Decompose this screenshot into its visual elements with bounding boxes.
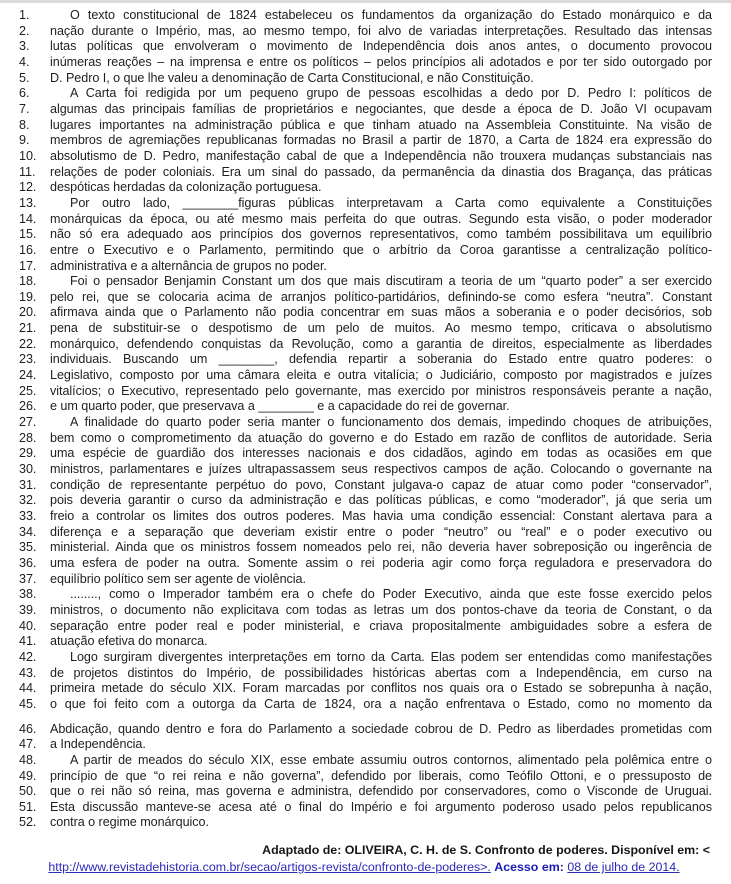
line-number: 33. bbox=[19, 509, 37, 523]
line-text: uma espécie de guardião dos interesses nacionais e dos cidadãos, agindo em todas as ocasiões em que bbox=[50, 446, 712, 461]
text-line bbox=[16, 800, 712, 816]
text-line bbox=[16, 274, 712, 290]
line-text: despóticas herdadas da colonização portuguesa. bbox=[50, 180, 322, 195]
line-text: equilíbrio político sem ser agente de violência. bbox=[50, 571, 306, 586]
text-line bbox=[16, 478, 712, 494]
line-number: 10. bbox=[19, 148, 37, 163]
line-text: diferença e a separação que deveriam existir entre o poder “neutro” ou “real” e o poder executivo ou bbox=[50, 524, 712, 539]
text-line bbox=[16, 462, 712, 478]
line-number: 23. bbox=[19, 352, 37, 367]
line-number: 7. bbox=[19, 101, 30, 116]
text-line bbox=[16, 509, 712, 525]
line-text: primeira metade do século XIX. Foram marcadas por conflitos nos quais ora o Estado se sobrepunha à nação, bbox=[50, 681, 712, 696]
line-text: individuais. Buscando um ________, defendia repartir a soberania do Estado entre quatro poderes: o bbox=[50, 352, 712, 367]
text-line bbox=[16, 102, 712, 118]
line-text: monárquicas da época, ou até mesmo mais perfeita do que outras. Segundo esta visão, o poder moderador bbox=[50, 211, 712, 226]
text-line bbox=[16, 133, 712, 149]
text-line bbox=[16, 384, 712, 400]
text-line bbox=[16, 39, 712, 55]
line-number: 22. bbox=[19, 336, 37, 351]
line-text: pena de substituir-se o despotismo de um pelo de muitos. Ao mesmo tempo, criticava o absolutismo bbox=[50, 321, 712, 336]
line-number: 14. bbox=[19, 211, 37, 226]
line-number: 36. bbox=[19, 555, 37, 570]
text-line bbox=[16, 603, 712, 619]
line-text: algumas das principais famílias de proprietários e negociantes, que desde a época de D. João VI ocupavam bbox=[50, 101, 712, 116]
line-number: 13. bbox=[19, 195, 37, 210]
line-text: a Independência. bbox=[50, 737, 146, 752]
line-text: O texto constitucional de 1824 estabeleceu os fundamentos da organização do Estado monárquico e da bbox=[70, 8, 712, 22]
line-number: 44. bbox=[19, 681, 37, 696]
line-number: 1. bbox=[19, 8, 30, 22]
text-line bbox=[16, 118, 712, 134]
line-number: 49. bbox=[19, 768, 37, 783]
text-line bbox=[16, 227, 712, 243]
line-number: 16. bbox=[19, 242, 37, 257]
document-body bbox=[16, 8, 712, 831]
line-text: o que foi feito com a outorga da Carta de 1824, ora a nação enfrentava o Estado, como no momento da bbox=[50, 696, 712, 711]
line-number: 37. bbox=[19, 571, 37, 586]
line-text: Por outro lado, ________figuras públicas interpretavam a Carta como equivalente a Constituições bbox=[70, 195, 712, 210]
line-text: A Carta foi redigida por um pequeno grupo de pessoas escolhidas a dedo por D. Pedro I: políticos de bbox=[70, 86, 712, 101]
text-line bbox=[16, 446, 712, 462]
line-number: 31. bbox=[19, 477, 37, 492]
text-line bbox=[16, 243, 712, 259]
line-text: não só era adequado aos princípios dos governos representativos, como também possibilitava um equilíbrio bbox=[50, 227, 712, 242]
line-number: 21. bbox=[19, 321, 37, 336]
line-text: freio a controlar os limites dos outros poderes. Mas havia uma condição essencial: Constant alertava para a bbox=[50, 509, 712, 523]
line-text: Logo surgiram divergentes interpretações em torno da Carta. Elas podem ser entendidas como manifestações bbox=[70, 649, 712, 664]
source-link-line bbox=[16, 859, 712, 876]
line-text: atuação efetiva do monarca. bbox=[50, 634, 208, 649]
text-line bbox=[16, 666, 712, 682]
text-line bbox=[16, 321, 712, 337]
line-text: de projetos distintos do Império, de possibilidades históricas abertas com a Independência, em curso na bbox=[50, 665, 712, 680]
text-line bbox=[16, 815, 712, 831]
line-number: 24. bbox=[19, 368, 37, 383]
text-line bbox=[16, 431, 712, 447]
line-text: pelo rei, que se colocaria acima de arranjos político-partidários, definindo-se como esfera “neutra”. Constant bbox=[50, 289, 712, 304]
text-line bbox=[16, 8, 712, 24]
text-line bbox=[16, 722, 712, 738]
text-line bbox=[16, 259, 712, 275]
line-number: 4. bbox=[19, 54, 30, 69]
line-text: pois deveria garantir o curso da administração e das políticas públicas, e como “moderador”, já que seria um bbox=[50, 493, 712, 508]
text-line bbox=[16, 24, 712, 40]
line-number: 43. bbox=[19, 665, 37, 680]
line-number: 6. bbox=[19, 86, 30, 101]
line-number: 18. bbox=[19, 274, 37, 289]
line-text: lutas políticas que envolveram o movimento de Independência dois anos antes, o documento provocou bbox=[50, 39, 712, 54]
line-text: ........, como o Imperador também era o chefe do Poder Executivo, ainda que este fosse exercido pelos bbox=[70, 587, 712, 602]
line-text: nação durante o Império, mas, ao mesmo tempo, foi alvo de variadas interpretações. Resultado das intensas bbox=[50, 23, 712, 38]
line-number: 3. bbox=[19, 39, 30, 54]
line-number: 32. bbox=[19, 493, 37, 508]
line-text: D. Pedro I, o que lhe valeu a denominação de Carta Constitucional, e não Constituição. bbox=[50, 70, 534, 85]
text-line bbox=[16, 737, 712, 753]
text-line bbox=[16, 305, 712, 321]
source-footer bbox=[16, 842, 712, 876]
text-line bbox=[16, 784, 712, 800]
line-text: afirmava ainda que o Parlamento não podia concentrar em suas mãos a soberania e o poder decisórios, sob bbox=[50, 305, 712, 320]
line-number: 19. bbox=[19, 289, 37, 304]
text-line bbox=[16, 165, 712, 181]
line-number: 50. bbox=[19, 784, 37, 799]
line-text: monárquico, defendendo conquistas da Revolução, como a garantia de direitos, especialmente as liberdades bbox=[50, 336, 712, 351]
access-date: 08 de julho de 2014. bbox=[567, 860, 680, 875]
line-text: Legislativo, composto por uma câmara eleita e outra vitalícia; o Judiciário, composto por magistrados e juízes bbox=[50, 368, 712, 383]
line-text: ministerial. Ainda que os ministros fossem nomeados pelo rei, não deveria haver sobreposição ou ingerência de bbox=[50, 540, 712, 555]
line-text: Foi o pensador Benjamin Constant um dos que mais discutiram a teoria de um “quarto poder” a ser exercido bbox=[70, 274, 712, 289]
line-text: Abdicação, quando dentro e fora do Parlamento a sociedade cobrou de D. Pedro as liberdades prometidas com bbox=[50, 721, 712, 736]
line-number: 8. bbox=[19, 117, 30, 132]
text-line bbox=[16, 525, 712, 541]
line-text: administrativa e a alternância de grupos no poder. bbox=[50, 258, 327, 273]
line-number: 15. bbox=[19, 227, 37, 242]
line-text: princípio de que “o rei reina e não governa”, defendido por liberais, como Teófilo Ottoni, e o pressuposto de bbox=[50, 768, 712, 783]
line-text: ministros, parlamentares e juízes ultrapassassem seus respectivos campos de ação. Colocando o governante na bbox=[50, 462, 712, 477]
line-text: contra o regime monárquico. bbox=[50, 815, 209, 830]
text-line bbox=[16, 572, 712, 588]
text-line bbox=[16, 650, 712, 666]
line-number: 46. bbox=[19, 721, 37, 736]
line-text: membros de agremiações republicanas formadas no Brasil a partir de 1870, a Carta de 1824 era expressão do bbox=[50, 133, 712, 148]
line-number: 52. bbox=[19, 815, 37, 830]
text-line bbox=[16, 71, 712, 87]
line-number: 48. bbox=[19, 752, 37, 767]
line-number: 2. bbox=[19, 23, 30, 38]
text-line bbox=[16, 86, 712, 102]
line-number: 42. bbox=[19, 649, 37, 664]
text-line bbox=[16, 149, 712, 165]
text-line bbox=[16, 290, 712, 306]
line-text: lugares importantes na administração pública e que tinham atuado na Assembleia Constituinte. Na visão de bbox=[50, 117, 712, 132]
text-line bbox=[16, 352, 712, 368]
line-number: 40. bbox=[19, 618, 37, 633]
text-line bbox=[16, 619, 712, 635]
text-line bbox=[16, 493, 712, 509]
line-number: 30. bbox=[19, 462, 37, 477]
text-line bbox=[16, 753, 712, 769]
line-text: bem como o comprometimento da atuação do governo e do Estado em razão de conflitos de autoridade. Seria bbox=[50, 430, 712, 445]
line-number: 47. bbox=[19, 737, 37, 752]
line-number: 38. bbox=[19, 587, 37, 602]
source-url-link[interactable]: http://www.revistadehistoria.com.br/secao/artigos-revista/confronto-de-poderes>. bbox=[48, 860, 491, 875]
line-number: 45. bbox=[19, 696, 37, 711]
text-line bbox=[16, 587, 712, 603]
text-line bbox=[16, 212, 712, 228]
line-text: ministros, o documento não explicitava com todas as letras um dos pontos-chave da teoria de Constant, o da bbox=[50, 602, 712, 617]
line-number: 27. bbox=[19, 415, 37, 430]
line-number: 12. bbox=[19, 180, 37, 195]
text-line bbox=[16, 55, 712, 71]
text-line bbox=[16, 769, 712, 785]
line-text: entre o Executivo e o Parlamento, permitindo que o arbítrio da Coroa garantisse a centralização político- bbox=[50, 242, 712, 257]
line-number: 25. bbox=[19, 383, 37, 398]
line-number: 26. bbox=[19, 399, 37, 414]
text-line bbox=[16, 415, 712, 431]
text-line bbox=[16, 540, 712, 556]
line-number: 11. bbox=[19, 164, 36, 179]
line-text: uma esfera de poder na outra. Somente assim o rei poderia agir como força reguladora e preservadora do bbox=[50, 555, 712, 570]
line-text: A partir de meados do século XIX, esse embate assumiu outros contornos, alimentado pela polêmica entre o bbox=[70, 752, 712, 767]
text-line bbox=[16, 697, 712, 713]
text-line bbox=[16, 634, 712, 650]
text-line bbox=[16, 196, 712, 212]
line-text: inúmeras reações – na imprensa e entre os políticos – pelos princípios ali adotados e por ter sido outorgado por bbox=[50, 54, 712, 69]
line-number: 35. bbox=[19, 540, 37, 555]
line-number: 39. bbox=[19, 602, 37, 617]
access-label: Acesso em: bbox=[494, 860, 564, 875]
line-text: condição de representante perpétuo do povo, Constant julgava-o capaz de atuar como poder “conservador”, bbox=[50, 477, 712, 492]
line-text: separação entre poder real e poder ministerial, e criava propositalmente ambiguidades sobre a esfera de bbox=[50, 618, 712, 633]
line-number: 9. bbox=[19, 133, 30, 148]
line-number: 41. bbox=[19, 634, 37, 649]
line-text: vitalícios; o Executivo, representado pelo governante, mas exercido por ministros responsáveis perante a nação, bbox=[50, 383, 712, 398]
line-number: 28. bbox=[19, 430, 37, 445]
text-line bbox=[16, 399, 712, 415]
text-line bbox=[16, 337, 712, 353]
line-number: 51. bbox=[19, 799, 37, 814]
line-number: 34. bbox=[19, 524, 37, 539]
attribution-text: Adaptado de: OLIVEIRA, C. H. de S. Confronto de poderes. Disponível em: < bbox=[262, 843, 710, 858]
line-text: que o rei não só reina, mas governa e administra, defendido por conservadores, como o Visconde de Uruguai. bbox=[50, 784, 712, 799]
text-line bbox=[16, 180, 712, 196]
line-text: Esta discussão manteve-se acesa até o final do Império e foi argumento poderoso usado pelos republicanos bbox=[50, 799, 712, 814]
line-number: 17. bbox=[19, 258, 37, 273]
line-number: 29. bbox=[19, 446, 37, 461]
line-number: 5. bbox=[19, 70, 30, 85]
line-number: 20. bbox=[19, 305, 37, 320]
text-line bbox=[16, 556, 712, 572]
line-text: A finalidade do quarto poder seria manter o funcionamento dos demais, impedindo choques de atribuições, bbox=[70, 415, 712, 430]
line-text: relações de poder coloniais. Era um sinal do passado, da permanência da dinastia dos Bragança, das práticas bbox=[50, 164, 712, 179]
text-line bbox=[16, 681, 712, 697]
line-text: absolutismo de D. Pedro, manifestação cabal de que a Independência não trouxera mudanças substanciais nas bbox=[50, 148, 712, 163]
text-line bbox=[16, 368, 712, 384]
line-text: e um quarto poder, que preservava a ________ e a capacidade do rei de governar. bbox=[50, 399, 510, 414]
